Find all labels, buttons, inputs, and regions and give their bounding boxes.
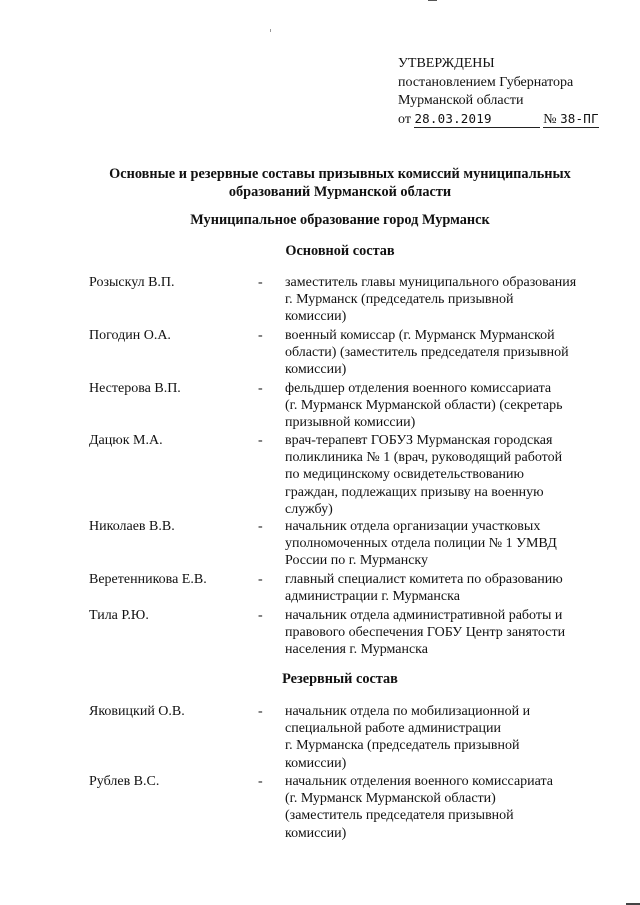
member-role-line: граждан, подлежащих призыву на военную <box>285 484 544 500</box>
number-field <box>543 112 599 128</box>
date-value: 28.03.2019 <box>414 110 492 126</box>
member-role-line: службу) <box>285 501 333 517</box>
separator-dash: - <box>258 519 263 534</box>
member-role-line: комиссии) <box>285 755 347 771</box>
member-name: Рублев В.С. <box>89 774 160 789</box>
approval-date-line <box>398 111 599 130</box>
member-role-line: комиссии) <box>285 825 347 841</box>
number-value: 38-ПГ <box>560 110 599 126</box>
member-role-line: заместитель главы муниципального образования <box>285 275 577 290</box>
member-role <box>285 327 605 379</box>
member-role-line: области) (заместитель председателя призывной <box>285 345 569 361</box>
member-role <box>285 518 605 570</box>
member-role-line: правового обеспечения ГОБУ Центр занятости <box>285 625 566 641</box>
separator-dash: - <box>258 433 263 448</box>
member-role-line: администрации г. Мурманска <box>285 589 460 605</box>
member-role-line: начальник отдела административной работы и <box>285 608 563 623</box>
separator-dash: - <box>258 275 263 290</box>
title-line-1: Основные и резервные составы призывных комиссий муниципальных <box>109 166 571 182</box>
member-role-line: комиссии) <box>285 362 347 378</box>
document-title <box>60 165 620 201</box>
member-role <box>285 773 605 842</box>
separator-dash: - <box>258 381 263 396</box>
member-name: Николаев В.В. <box>89 519 175 534</box>
member-role <box>285 703 605 772</box>
member-role-line: (г. Мурманск Мурманской области) <box>285 791 496 807</box>
member-role-line: г. Мурманска (председатель призывной <box>285 738 520 754</box>
member-name: Яковицкий О.В. <box>89 704 185 719</box>
member-role-line: по медицинскому освидетельствованию <box>285 467 525 483</box>
approval-block <box>398 55 599 129</box>
date-prefix: от <box>398 111 411 127</box>
member-name: Розыскул В.П. <box>89 275 175 290</box>
member-role-line: г. Мурманск (председатель призывной <box>285 292 514 308</box>
separator-dash: - <box>258 572 263 587</box>
separator-dash: - <box>258 774 263 789</box>
municipality-heading: Муниципальное образование город Мурманск <box>190 212 490 228</box>
member-role-line: комиссии) <box>285 309 347 325</box>
member-name: Веретенникова Е.В. <box>89 572 207 587</box>
date-field <box>414 112 539 128</box>
member-role <box>285 571 605 605</box>
member-role <box>285 607 605 659</box>
member-role-line: поликлиника № 1 (врач, руководящий работой <box>285 450 563 466</box>
scan-mark <box>428 0 437 1</box>
member-role-line: фельдшер отделения военного комиссариата <box>285 381 552 396</box>
member-role-line: начальник отделения военного комиссариата <box>285 774 554 789</box>
member-role <box>285 274 605 326</box>
member-name: Тила Р.Ю. <box>89 608 149 623</box>
member-role-line: (заместитель председателя призывной <box>285 808 514 824</box>
member-name: Дацюк М.А. <box>89 433 163 448</box>
approval-stamp-title: УТВЕРЖДЕНЫ <box>398 56 495 71</box>
title-line-2: образований Мурманской области <box>228 184 452 200</box>
member-name: Нестерова В.П. <box>89 381 181 396</box>
member-role-line: специальной работе администрации <box>285 721 501 737</box>
member-role-line: населения г. Мурманска <box>285 642 428 658</box>
member-role-line: призывной комиссии) <box>285 415 416 431</box>
separator-dash: - <box>258 328 263 343</box>
member-role <box>285 432 605 518</box>
member-role <box>285 380 605 432</box>
member-role-line: (г. Мурманск Мурманской области) (секретарь <box>285 398 563 414</box>
separator-dash: - <box>258 704 263 719</box>
member-role-line: врач-терапевт ГОБУЗ Мурманская городская <box>285 433 553 448</box>
main-composition-heading: Основной состав <box>285 243 395 259</box>
approval-region: Мурманской области <box>398 93 524 108</box>
reserve-composition-heading: Резервный состав <box>282 671 398 687</box>
member-role-line: начальник отдела по мобилизационной и <box>285 704 531 719</box>
approval-by: постановлением Губернатора <box>398 74 574 90</box>
separator-dash: - <box>258 608 263 623</box>
scan-mark <box>270 29 271 32</box>
member-role-line: начальник отдела организации участковых <box>285 519 541 534</box>
member-name: Погодин О.А. <box>89 328 171 343</box>
number-prefix: № <box>543 111 557 127</box>
member-role-line: главный специалист комитета по образованию <box>285 572 563 587</box>
member-role-line: России по г. Мурманску <box>285 553 429 569</box>
member-role-line: военный комиссар (г. Мурманск Мурманской <box>285 328 555 343</box>
member-role-line: уполномоченных отдела полиции № 1 УМВД <box>285 536 557 552</box>
